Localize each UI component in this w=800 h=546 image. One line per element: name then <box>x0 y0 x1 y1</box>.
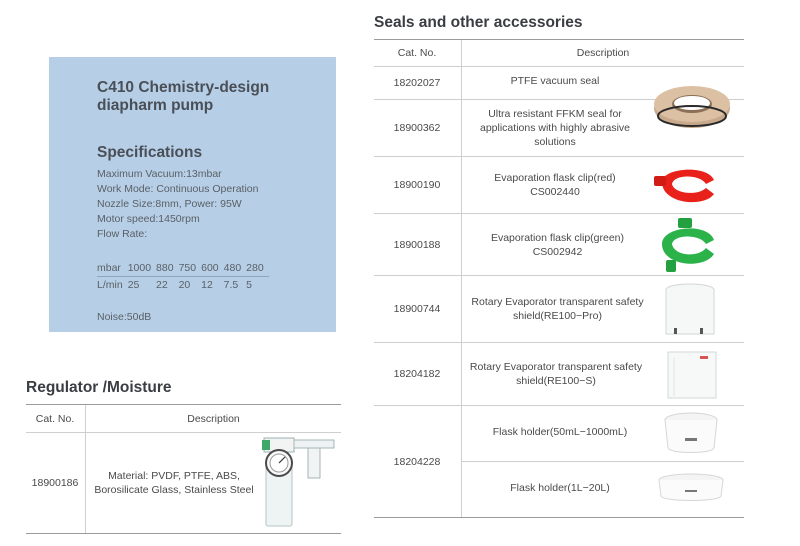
red-clip-image <box>652 160 722 210</box>
safety-shield-s-image <box>660 346 724 402</box>
vacuum-seal-image <box>650 80 734 130</box>
col-header-desc: Description <box>187 413 240 425</box>
flow-cell: L/min <box>97 279 123 291</box>
spec-line: Work Mode: Continuous Operation <box>97 183 259 195</box>
seals-title: Seals and other accessories <box>374 14 583 31</box>
flow-cell: 280 <box>246 260 269 277</box>
divider <box>26 533 341 534</box>
noise-spec: Noise:50dB <box>97 311 152 323</box>
flask-holder-small-image <box>660 410 722 456</box>
col-header-desc: Description <box>576 47 630 59</box>
flow-cell: 25 <box>127 279 140 291</box>
flow-row-pressure <box>97 260 269 277</box>
seal-desc: Flask holder(1L−20L) <box>510 482 610 494</box>
seal-desc: Evaporation flask clip(green) CS002942 <box>490 231 625 258</box>
spec-line: Motor speed:1450rpm <box>97 213 200 225</box>
pump-title: C410 Chemistry-design diapharm pump <box>97 79 270 114</box>
seal-desc: Flask holder(50mL−1000mL) <box>492 426 628 438</box>
divider <box>85 405 86 533</box>
seal-cat: 18202027 <box>393 77 441 89</box>
divider <box>26 404 341 405</box>
spec-line: Flow Rate: <box>97 228 148 240</box>
divider <box>374 517 744 518</box>
flow-cell: 1000 <box>128 260 156 277</box>
flask-holder-large-image <box>654 472 728 506</box>
flow-cell: 7.5 <box>223 279 239 291</box>
seal-desc: PTFE vacuum seal <box>510 75 600 87</box>
flow-cell: 5 <box>246 279 253 291</box>
safety-shield-pro-image <box>660 280 720 340</box>
seal-cat: 18900744 <box>393 303 441 315</box>
col-header-cat: Cat. No. <box>35 413 75 425</box>
seal-cat: 18900188 <box>393 238 441 251</box>
divider <box>462 461 744 462</box>
seal-desc: Evaporation flask clip(red) CS002440 <box>494 172 616 198</box>
flow-cell: 750 <box>179 260 202 277</box>
flow-cell: 880 <box>156 260 179 277</box>
regulator-cat: 18900186 <box>31 477 79 489</box>
flow-cell: 600 <box>201 260 224 277</box>
seal-desc: Ultra resistant FFKM seal for applications with highly abrasive solutions <box>480 108 630 148</box>
seal-cat: 18204228 <box>393 455 441 468</box>
flow-row-rate <box>97 277 269 294</box>
pump-spec-panel <box>49 57 336 332</box>
seal-cat: 18900362 <box>393 122 441 134</box>
seal-desc: Rotary Evaporator transparent safety shield(RE100−S) <box>469 361 643 387</box>
spec-line: Maximum Vacuum:13mbar <box>97 168 222 180</box>
regulator-title: Regulator /Moisture <box>26 379 172 396</box>
spec-list <box>97 167 258 242</box>
seal-cat: 18900190 <box>393 179 441 191</box>
flow-cell: mbar <box>97 260 128 277</box>
divider <box>461 40 462 517</box>
regulator-desc: Material: PVDF, PTFE, ABS, Borosilicate Glass, Stainless Steel <box>94 470 254 496</box>
flow-cell: 20 <box>178 279 191 291</box>
col-header-cat: Cat. No. <box>397 47 437 59</box>
specifications-heading: Specifications <box>97 144 203 161</box>
moisture-regulator-image <box>258 436 338 530</box>
flow-cell: 480 <box>224 260 247 277</box>
green-clip-image <box>650 216 720 274</box>
seal-desc: Rotary Evaporator transparent safety shield(RE100−Pro) <box>471 296 644 322</box>
seal-cat: 18204182 <box>393 368 441 380</box>
flow-cell: 22 <box>156 279 168 291</box>
spec-line: Nozzle Size:8mm, Power: 95W <box>97 198 242 210</box>
flow-cell: 12 <box>201 279 213 291</box>
flow-rate-table <box>97 260 269 293</box>
